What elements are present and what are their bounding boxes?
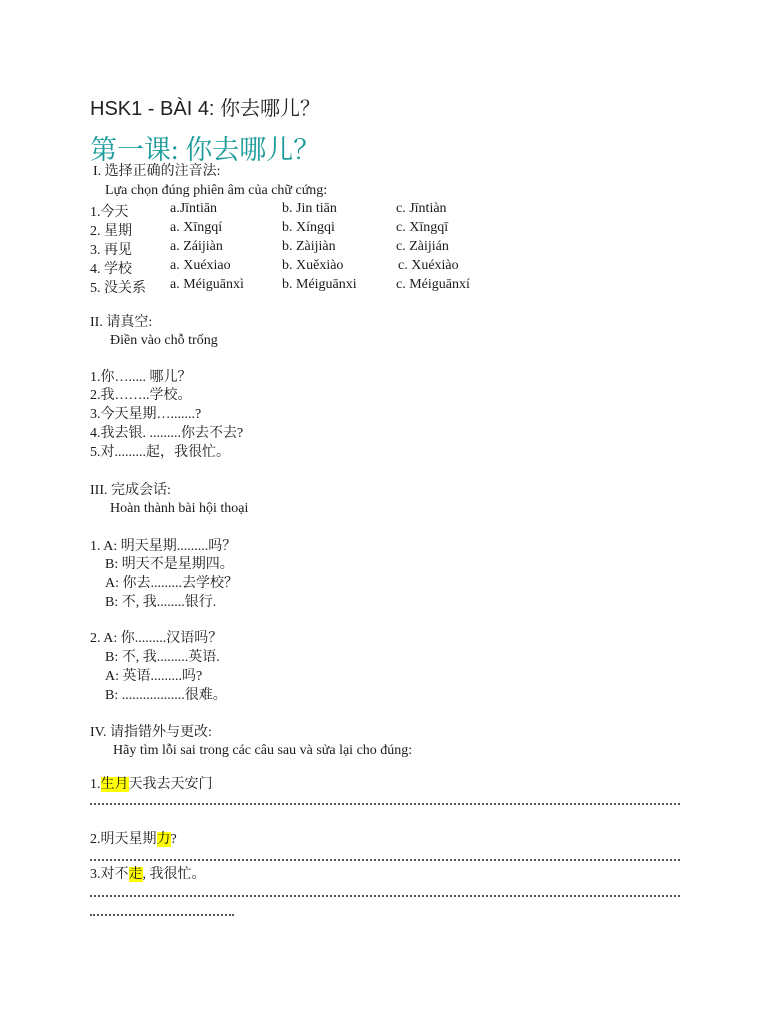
error-item-2 <box>90 831 177 849</box>
choice-option-c: c. Jīntiàn <box>396 201 447 216</box>
choice-question: 1.今天 <box>90 205 129 220</box>
choice-option-b: b. Xíngqi <box>282 220 335 235</box>
dialog1-line-1: 1. A: 明天星期.........吗？ <box>90 539 237 554</box>
dialog2-line-2: B: 不, 我.........英语. <box>105 650 220 665</box>
choice-option-b: b. Zàijiàn <box>282 239 336 254</box>
choice-option-a: a. Záijiàn <box>170 239 223 254</box>
fill-item-3: 3.今天星期….......? <box>90 407 202 422</box>
page-header <box>90 92 320 121</box>
section3-heading: III. 完成会话: <box>90 483 171 498</box>
header-prefix: HSK1 - BÀI 4: <box>90 98 221 120</box>
dialog1-line-4: B: 不, 我........银行. <box>105 595 217 610</box>
error-item-suffix: , 我很忙。 <box>142 867 206 882</box>
section2-heading: II. 请真空: <box>90 315 153 330</box>
error-highlight: 力 <box>156 832 171 847</box>
error-item-suffix: 天我去天安门 <box>128 777 213 792</box>
choice-option-b: b. Jin tiān <box>282 201 337 216</box>
lesson-title: 第一课: 你去哪儿？ <box>90 135 321 165</box>
choice-option-c: c. Xuéxiào <box>398 258 459 273</box>
error-item-prefix: 3.对不 <box>90 867 129 882</box>
choice-question: 2. 星期 <box>90 224 132 239</box>
error-highlight: 生月 <box>100 777 129 792</box>
answer-line <box>90 859 680 861</box>
answer-line <box>90 803 680 805</box>
choice-option-c: c. Méiguānxí <box>396 277 470 292</box>
choice-question: 3. 再见 <box>90 243 132 258</box>
choice-question: 5. 没关系 <box>90 281 146 296</box>
choice-row-1 <box>0 201 768 220</box>
answer-line <box>90 914 234 916</box>
answer-line <box>90 895 680 897</box>
section2-instruction: Điền vào chỗ trống <box>110 333 218 348</box>
fill-item-2: 2.我……..学校。 <box>90 388 192 403</box>
dialog1-line-3: A: 你去.........去学校？ <box>105 576 238 591</box>
header-chinese: 你去哪儿？ <box>220 96 321 120</box>
error-item-prefix: 2.明天星期 <box>90 832 157 847</box>
choice-option-c: c. Zàijián <box>396 239 449 254</box>
section4-heading: IV. 请指错外与更改: <box>90 725 212 740</box>
choice-option-c: c. Xīngqī <box>396 220 449 235</box>
choice-option-b: b. Xuěxiào <box>282 258 344 273</box>
choice-option-a: a. Xīngqí <box>170 220 223 235</box>
section3-instruction: Hoàn thành bài hội thoại <box>110 501 249 516</box>
dialog2-line-1: 2. A: 你.........汉语吗？ <box>90 631 223 646</box>
error-item-1 <box>90 776 213 794</box>
choice-row-2 <box>0 220 768 239</box>
choice-row-5 <box>0 277 768 296</box>
choice-row-4 <box>0 258 768 277</box>
section1-instruction: Lựa chọn đúng phiên âm của chữ cứng: <box>105 183 328 198</box>
fill-item-5: 5.对.........起，我很忙。 <box>90 445 230 460</box>
fill-item-4: 4.我去银. .........你去不去? <box>90 426 244 441</box>
dialog2-line-3: A: 英语.........吗? <box>105 669 203 684</box>
error-highlight: 走 <box>128 867 143 882</box>
error-item-prefix: 1. <box>90 777 101 792</box>
choice-option-a: a.Jīntiān <box>170 201 218 216</box>
choice-row-3 <box>0 239 768 258</box>
section4-instruction: Hãy tìm lỗi sai trong các câu sau và sửa lại cho đúng: <box>113 743 413 758</box>
error-item-3 <box>90 866 206 884</box>
choice-option-a: a. Méiguānxì <box>170 277 244 292</box>
dialog1-line-2: B: 明天不是星期四。 <box>105 557 234 572</box>
fill-item-1: 1.你…..... 哪儿？ <box>90 370 192 385</box>
error-item-suffix: ? <box>170 832 177 847</box>
choice-option-a: a. Xuéxiao <box>170 258 231 273</box>
dialog2-line-4: B: ..................很难。 <box>105 688 227 703</box>
choice-option-b: b. Méiguānxi <box>282 277 357 292</box>
choice-question: 4. 学校 <box>90 262 132 277</box>
section1-heading: I. 选择正确的注音法: <box>93 164 221 179</box>
